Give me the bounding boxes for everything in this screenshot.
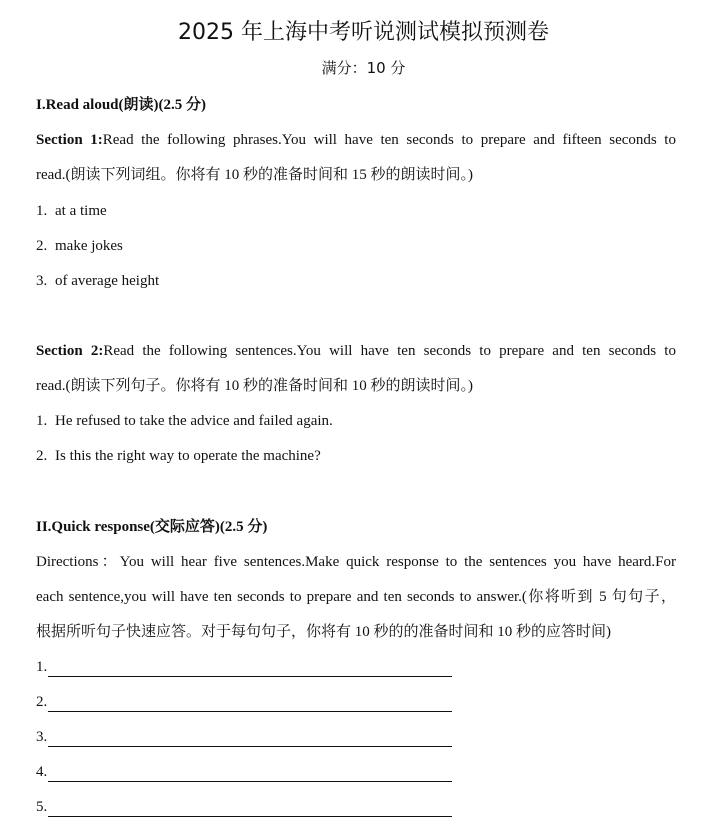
answer-row — [36, 727, 452, 747]
list-item-text: He refused to take the advice and failed again. — [55, 413, 333, 429]
directions-line1: Directions：You will hear five sentences.Make quick response to the sentences you have heard.For — [36, 554, 676, 570]
section2-label: Section 2: — [36, 343, 104, 359]
list-item — [36, 271, 676, 291]
list-item — [36, 411, 676, 431]
section1-instruction-text: Read the following phrases.You will have ten seconds to prepare and fifteen seconds to — [102, 132, 676, 148]
list-item-text: Is this the right way to operate the machine? — [55, 448, 321, 464]
answer-blank[interactable] — [48, 800, 452, 817]
list-item-text: of average height — [55, 273, 160, 289]
list-item-number: 3. — [36, 273, 48, 289]
answer-blank[interactable] — [48, 660, 452, 677]
section1-instruction-line2: read.(朗读下列词组。你将有 10 秒的准备时间和 15 秒的朗读时间。) — [36, 167, 474, 183]
list-item — [36, 236, 676, 256]
answer-number: 3. — [36, 729, 48, 745]
list-item — [36, 446, 676, 466]
page-title: 2025 年上海中考听说测试模拟预测卷 — [178, 20, 549, 45]
answer-number: 4. — [36, 764, 48, 780]
answer-row — [36, 657, 452, 677]
part2-heading: II.Quick response(交际应答)(2.5 分) — [36, 519, 268, 535]
answer-number: 2. — [36, 694, 48, 710]
part1-heading: I.Read aloud(朗读)(2.5 分) — [36, 97, 207, 113]
list-item-number: 1. — [36, 413, 48, 429]
list-item-number: 1. — [36, 203, 48, 219]
list-item-text: make jokes — [55, 238, 123, 254]
section2-instruction-line2: read.(朗读下列句子。你将有 10 秒的准备时间和 10 秒的朗读时间。) — [36, 378, 474, 394]
answer-number: 1. — [36, 659, 48, 675]
answer-row — [36, 692, 452, 712]
list-item-number: 2. — [36, 238, 48, 254]
answer-number: 5. — [36, 799, 48, 815]
section2-instruction-text: Read the following sentences.You will have ten seconds to prepare and ten seconds to — [103, 343, 676, 359]
section2-instruction-line1 — [36, 341, 676, 361]
answer-blank[interactable] — [48, 695, 452, 712]
section1-instruction-line1 — [36, 130, 676, 150]
answer-row — [36, 762, 452, 782]
list-item-number: 2. — [36, 448, 48, 464]
answer-row — [36, 797, 452, 817]
page-subtitle: 满分：10 分 — [321, 59, 406, 77]
answer-blank[interactable] — [48, 765, 452, 782]
list-item-text: at a time — [55, 203, 107, 219]
directions-line2: each sentence,you will have ten seconds to prepare and ten seconds to answer.(你将听到 5 句句子， — [36, 589, 676, 605]
answer-blank[interactable] — [48, 730, 452, 747]
section1-label: Section 1: — [36, 132, 103, 148]
list-item — [36, 201, 676, 221]
directions-line3: 根据所听句子快速应答。对于每句句子，你将有 10 秒的的准备时间和 10 秒的应答时间) — [36, 624, 611, 640]
